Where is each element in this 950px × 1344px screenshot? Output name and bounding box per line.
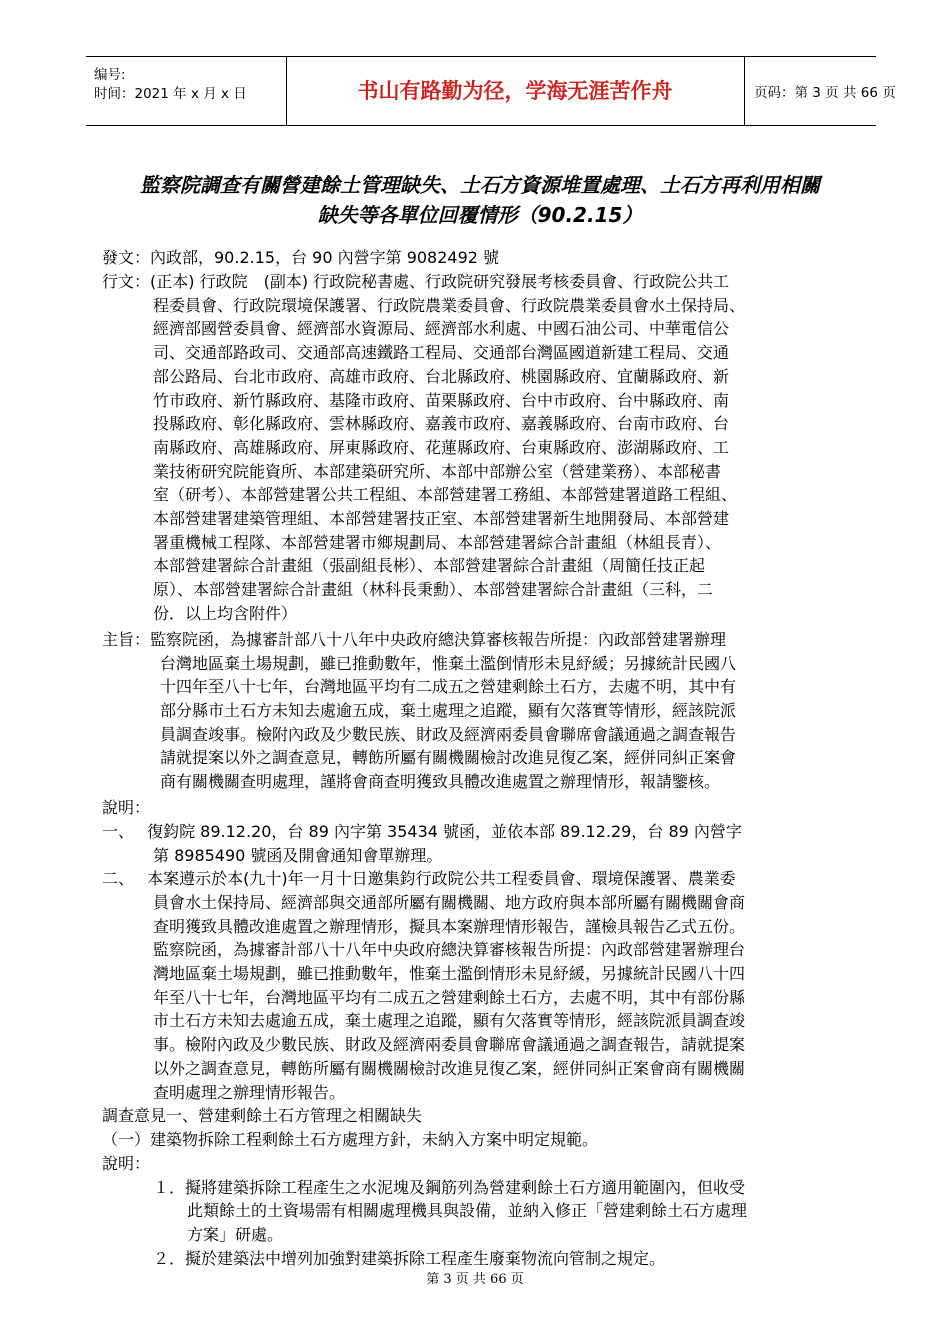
subject-line: 商有關機關查明處理，謹將會商查明獲致具體改進處置之辦理情形，報請鑒核。 xyxy=(160,772,721,791)
recipient-line: 原）、本部營建署綜合計畫組（林科長秉勳）、本部營建署綜合計畫組（三科，二 xyxy=(153,580,714,599)
page-footer: 第 3 页 共 66 页 xyxy=(426,1272,524,1287)
explanation-label: 說明： xyxy=(102,1154,151,1173)
time-label: 时间：2021 年 x 月 x 日 xyxy=(94,86,247,102)
subsection-heading: （一）建築物拆除工程剩餘土石方處理方針，未納入方案中明定規範。 xyxy=(102,1130,599,1149)
recipient-line: 南縣政府、高雄縣政府、屏東縣政府、花蓮縣政府、台東縣政府、澎湖縣政府、工 xyxy=(153,438,730,457)
title-line-2: 缺失等各單位回覆情形（90.2.15） xyxy=(317,203,643,227)
recipient-line: 署重機械工程隊、本部營建署市鄉規劃局、本部營建署綜合計畫組（林組長青）、 xyxy=(153,533,722,552)
document-header xyxy=(86,56,896,126)
recipient-line: 本部營建署建築管理組、本部營建署技正室、本部營建署新生地開發局、本部營建 xyxy=(153,509,730,528)
sender-line: 發文：內政部，90.2.15，台 90 內營字第 9082492 號 xyxy=(102,248,500,267)
numbered-item: １．擬將建築拆除工程產生之水泥塊及鋼筋列為營建剩餘土石方適用範圍內，但收受 xyxy=(153,1178,746,1197)
explanation-label: 說明： xyxy=(102,798,151,817)
subject-line: 請就提案以外之調查意見，轉飭所屬有關機關檢討改進見復乙案，經併同糾正案會 xyxy=(160,748,737,767)
numbered-item: 此類餘土的土資場需有相關處理機具與設備，並納入修正「營建剩餘土石方處理 xyxy=(187,1201,748,1220)
recipient-line: 部公路局、台北市政府、高雄市政府、台北縣政府、桃園縣政府、宜蘭縣政府、新 xyxy=(153,367,730,386)
recipient-line: 程委員會、行政院環境保護署、行政院農業委員會、行政院農業委員會水土保持局、 xyxy=(153,296,746,315)
header-motto-cell xyxy=(286,57,745,125)
explanation-item: 二、 本案遵示於本(九十)年一月十日邀集鈞行政院公共工程委員會、環境保護署、農業委 xyxy=(102,869,736,888)
recipient-line: 投縣政府、彰化縣政府、雲林縣政府、嘉義市政府、嘉義縣政府、台南市政府、台 xyxy=(153,414,730,433)
subject-line: 部分縣市土石方未知去處逾五成，棄土處理之追蹤，顯有欠落實等情形，經該院派 xyxy=(160,701,737,720)
title-line-1: 監察院調查有關營建餘土管理缺失、土石方資源堆置處理、土石方再利用相關 xyxy=(140,173,820,197)
recipient-line: 業技術研究院能資所、本部建築研究所、本部中部辦公室（營建業務）、本部秘書 xyxy=(153,462,722,481)
recipient-line: 司、交通部路政司、交通部高速鐵路工程局、交通部台灣區國道新建工程局、交通 xyxy=(153,343,730,362)
subject-line: 主旨：監察院函，為據審計部八十八年中央政府總決算審核報告所提：內政部營建署辦理 xyxy=(102,630,727,649)
explanation-item: 市土石方未知去處逾五成，棄土處理之追蹤，顯有欠落實等情形，經該院派員調查竣 xyxy=(153,1011,746,1030)
numbered-item: 方案」研處。 xyxy=(187,1225,284,1244)
header-meta-cell xyxy=(86,57,287,125)
header-page-cell xyxy=(744,57,896,125)
header-motto: 书山有路勤为径，学海无涯苦作舟 xyxy=(357,78,673,103)
recipient-line: 室（研考）、本部營建署公共工程組、本部營建署工務組、本部營建署道路工程組、 xyxy=(153,485,738,504)
explanation-item: 一、 復鈞院 89.12.20，台 89 內字第 35434 號函，並依本部 89.12.29，台 89 內營字 xyxy=(102,822,742,841)
explanation-item: 事。檢附內政及少數民族、財政及經濟兩委員會聯席會議通過之調查報告，請就提案 xyxy=(153,1035,746,1054)
recipient-line: 經濟部國營委員會、經濟部水資源局、經濟部水利處、中國石油公司、中華電信公 xyxy=(153,319,730,338)
explanation-item: 第 8985490 號函及開會通知會單辦理。 xyxy=(153,846,443,865)
explanation-item: 查明獲致具體改進處置之辦理情形，擬具本案辦理情形報告，謹檢具報告乙式五份。 xyxy=(153,917,746,936)
explanation-item: 查明處理之辦理情形報告。 xyxy=(153,1083,346,1102)
subject-line: 員調查竣事。檢附內政及少數民族、財政及經濟兩委員會聯席會議通過之調查報告 xyxy=(160,725,737,744)
section-heading: 調查意見一、營建剩餘土石方管理之相關缺失 xyxy=(102,1106,423,1125)
explanation-item: 灣地區棄土場規劃，雖已推動數年，惟棄土濫倒情形未見紓緩，另據統計民國八十四 xyxy=(153,964,746,983)
explanation-item: 監察院函，為據審計部八十八年中央政府總決算審核報告所提：內政部營建署辦理台 xyxy=(153,940,746,959)
explanation-item: 員會水土保持局、經濟部與交通部所屬有關機關、地方政府與本部所屬有關機關會商 xyxy=(153,893,746,912)
subject-line: 十四年至八十七年，台灣地區平均有二成五之營建剩餘土石方，去處不明，其中有 xyxy=(160,677,737,696)
subject-line: 台灣地區棄土場規劃，雖已推動數年，惟棄土濫倒情形未見紓緩；另據統計民國八 xyxy=(160,654,737,673)
number-label: 编号: xyxy=(94,67,126,83)
document-title xyxy=(90,170,870,230)
header-page-info: 页码：第 3 页 共 66 页 xyxy=(754,85,896,101)
recipient-line: 份．以上均含附件） xyxy=(153,604,298,623)
recipient-line: 本部營建署綜合計畫組（張副組長彬）、本部營建署綜合計畫組（周簡任技正起 xyxy=(153,556,706,575)
recipient-line: 竹市政府、新竹縣政府、基隆市政府、苗栗縣政府、台中市政府、台中縣政府、南 xyxy=(153,391,730,410)
recipient-line: 行文：(正本) 行政院 (副本) 行政院秘書處、行政院研究發展考核委員會、行政院公共工 xyxy=(102,272,730,291)
numbered-item: ２．擬於建築法中增列加強對建築拆除工程產生廢棄物流向管制之規定。 xyxy=(153,1249,666,1268)
explanation-item: 年至八十七年，台灣地區平均有二成五之營建剩餘土石方，去處不明，其中有部份縣 xyxy=(153,988,746,1007)
explanation-item: 以外之調查意見，轉飭所屬有關機關檢討改進見復乙案，經併同糾正案會商有關機關 xyxy=(153,1059,746,1078)
